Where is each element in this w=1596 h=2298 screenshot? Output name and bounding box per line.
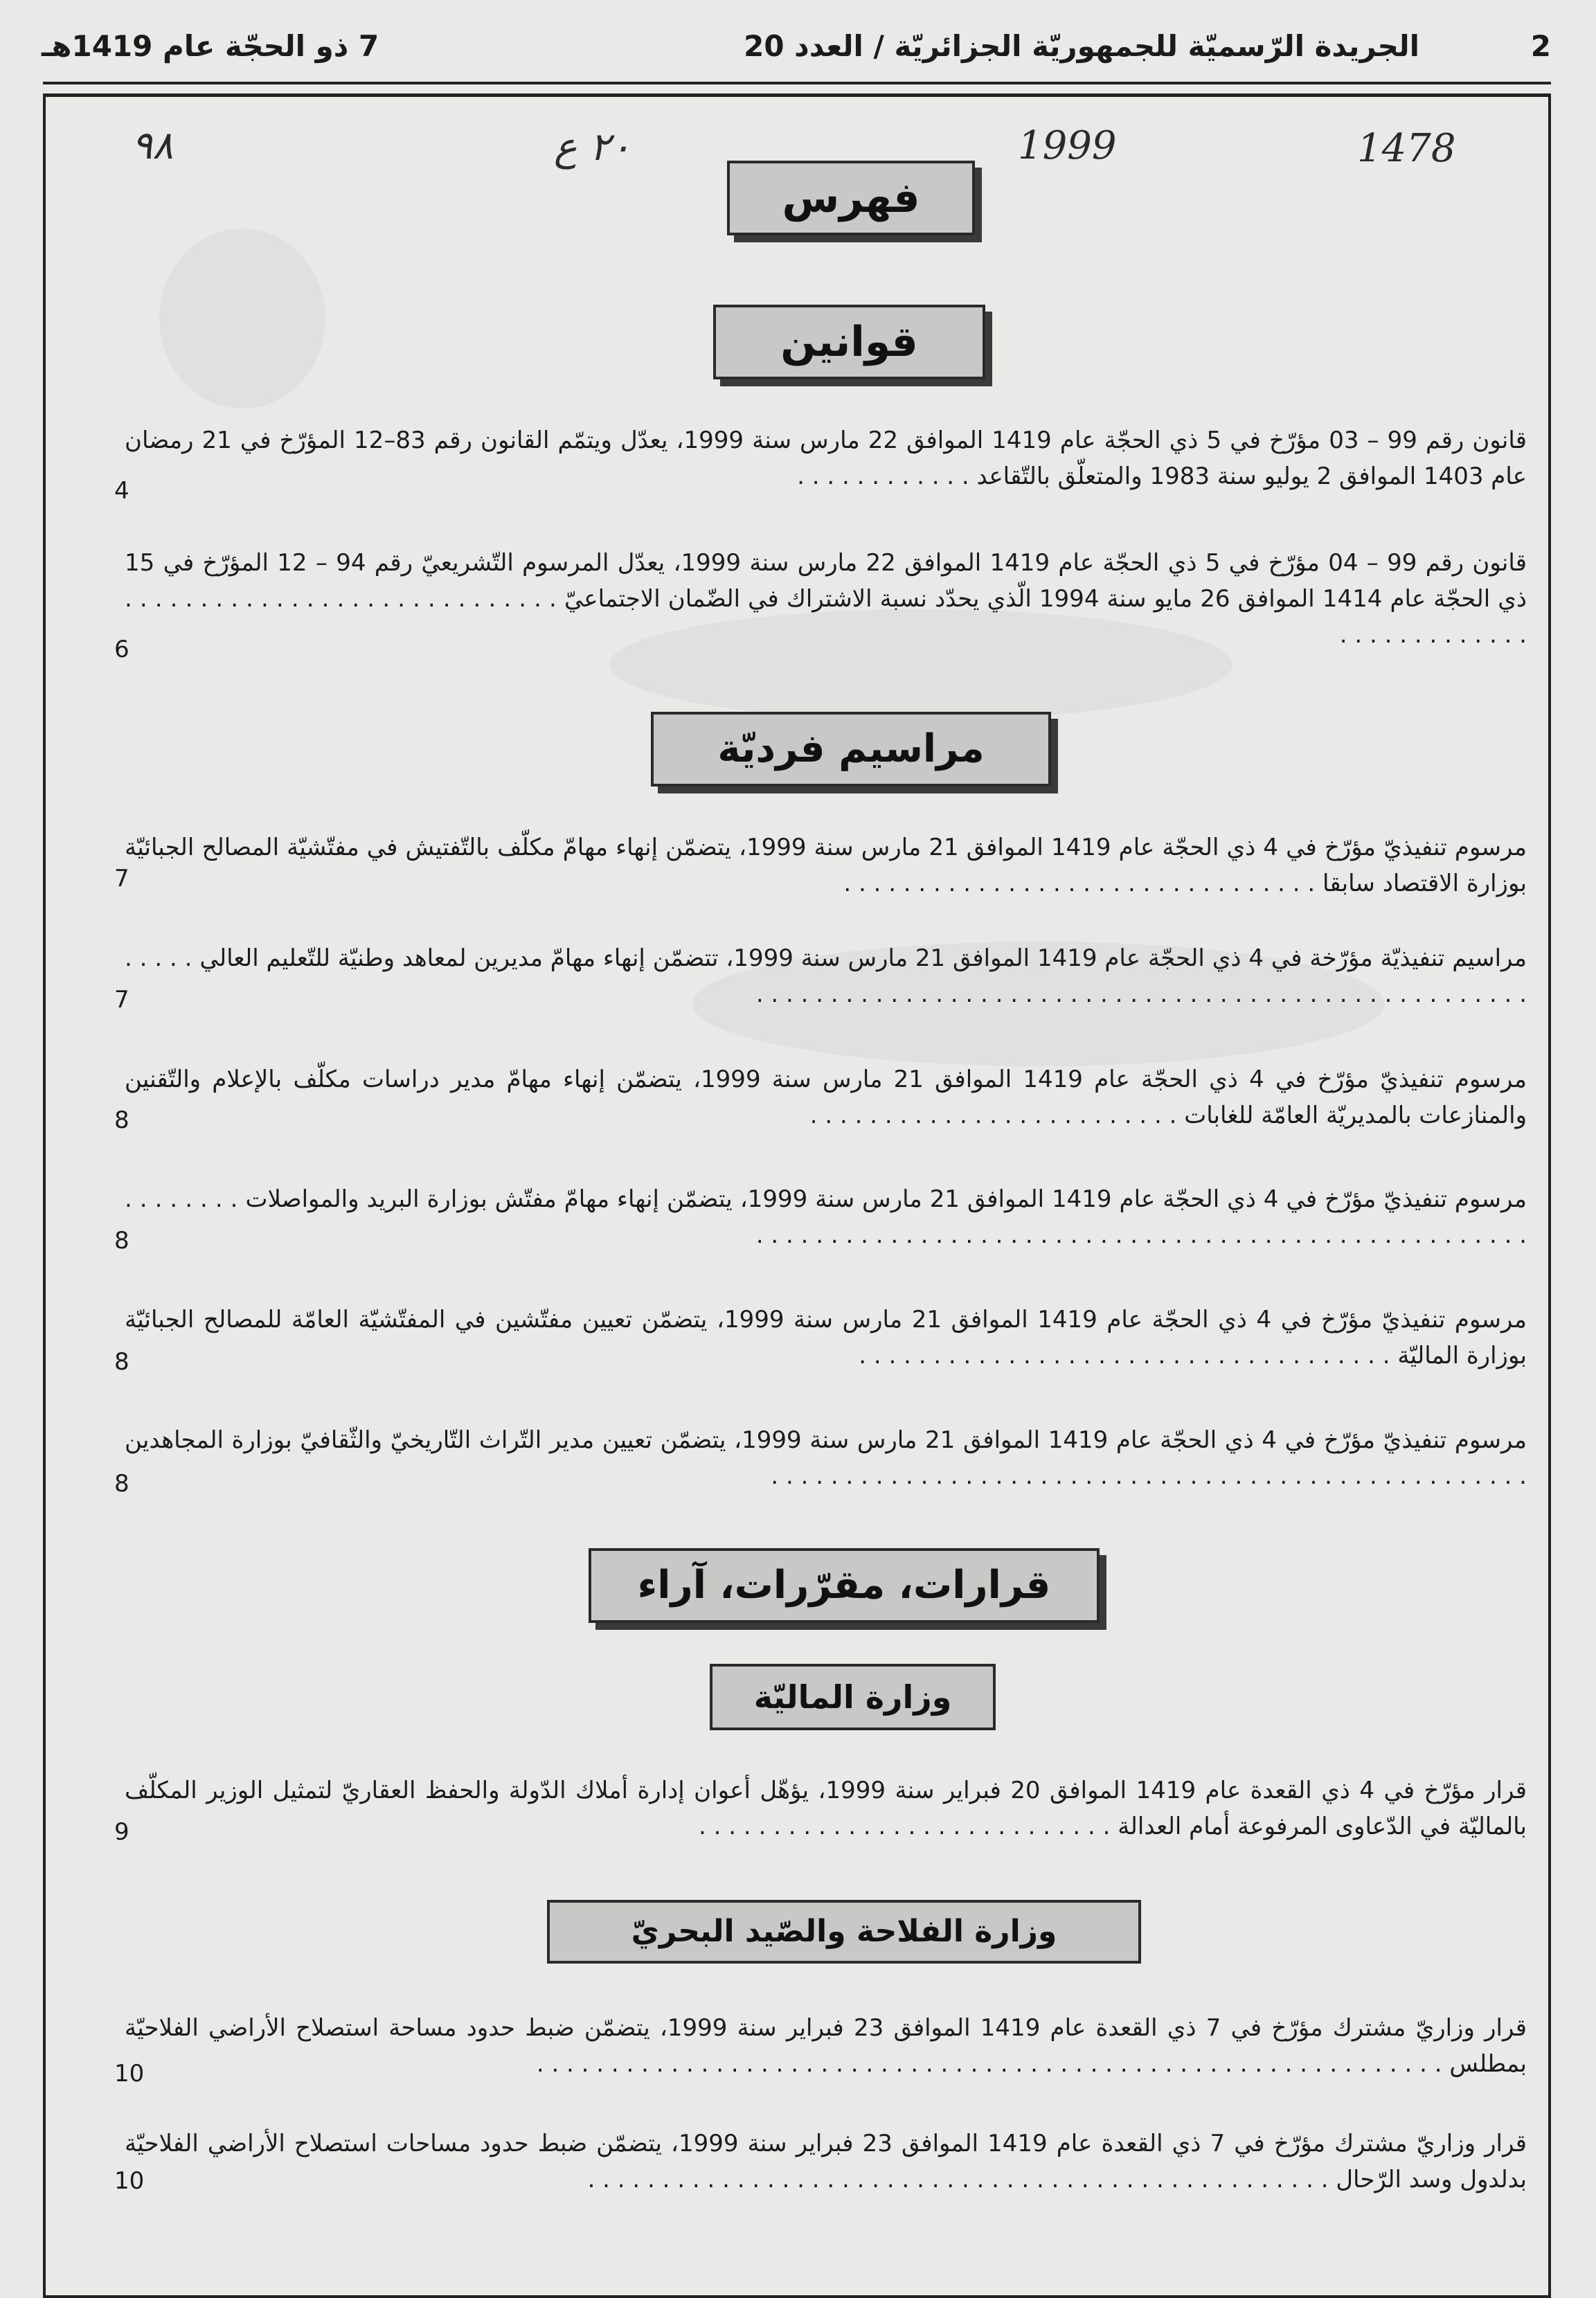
entry-page-number: 4 xyxy=(114,477,129,505)
entry-text: مرسوم تنفيذيّ مؤرّخ في 4 ذي الحجّة عام 1419 الموافق 21 مارس سنة 1999، يتضمّن إنهاء مهامّ مفتّش بوزارة البريد والمواصلات xyxy=(245,1185,1527,1213)
list-item xyxy=(125,1302,1527,1374)
entry-page-number: 8 xyxy=(114,1227,129,1255)
list-item xyxy=(125,1422,1527,1494)
list-item xyxy=(125,422,1527,494)
entry-page-number: 10 xyxy=(114,2167,145,2195)
entry-page-number: 10 xyxy=(114,2060,145,2088)
list-item xyxy=(125,2010,1527,2082)
list-item xyxy=(125,1772,1527,1844)
entry-text: قرار مؤرّخ في 4 ذي القعدة عام 1419 الموافق 20 فبراير سنة 1999، يؤهّل أعوان إدارة أملاك الدّولة والحفظ العقاريّ لتمثيل الوزير المكلّف بالماليّة في الدّعاوى المرفوعة أمام العدالة xyxy=(125,1777,1527,1840)
header-date: 7 ذو الحجّة عام 1419هـ xyxy=(42,29,379,63)
section-title-finance: وزارة الماليّة xyxy=(710,1664,996,1730)
page-header xyxy=(42,29,1551,64)
leader-dots: . . . . . . . . . . . . . . . . . . . . . . . . . . . . xyxy=(699,1813,1111,1840)
leader-dots: . . . . . . . . . . . . . . . . . . . . . . . . . . . . . . . . . . . . . . . . . . . . . . . . . . . . . . . . . xyxy=(125,944,1527,1008)
list-item xyxy=(125,2126,1527,2198)
leader-dots: . . . . . . . . . . . . . . . . . . . . . . . . . . . . . . . . . . . . . . . . . . . . . . . . . . . xyxy=(771,1462,1527,1490)
list-item xyxy=(125,829,1527,901)
leader-dots: . . . . . . . . . . . . . . . . . . . . . . . . . . . . . . . . . . . . xyxy=(859,1342,1390,1370)
entry-text: قرار وزاريّ مشترك مؤرّخ في 7 ذي القعدة عام 1419 الموافق 23 فبراير سنة 1999، يتضمّن ضبط حدود مساحات استصلاح الأراضي الفلاحيّة بدلدول وسد الرّحال xyxy=(125,2130,1527,2193)
section-title-laws: قوانين xyxy=(713,305,985,379)
handwritten-note-left: ٩٨ xyxy=(132,123,174,168)
entry-page-number: 6 xyxy=(114,636,129,663)
leader-dots: . . . . . . . . . . . . xyxy=(797,463,969,490)
leader-dots: . . . . . . . . . . . . . . . . . . . . . . . . . . . . . . . . . . . . . . . . . . . . . . . . . . xyxy=(587,2166,1329,2193)
entry-text: قانون رقم 99 – 03 مؤرّخ في 5 ذي الحجّة عام 1419 الموافق 22 مارس سنة 1999، يعدّل ويتمّم القانون رقم 83–12 المؤرّخ في 21 رمضان عام 1403 الموافق 2 يوليو سنة 1983 والمتعلّق بالتّقاعد xyxy=(125,427,1527,490)
leader-dots: . . . . . . . . . . . . . . . . . . . . . . . . . . . . . . . . xyxy=(843,870,1316,897)
section-title-decrees: مراسيم فرديّة xyxy=(651,712,1051,787)
list-item xyxy=(125,940,1527,1012)
section-title-decisions: قرارات، مقرّرات، آراء xyxy=(589,1548,1100,1623)
leader-dots: . . . . . . . . . . . . . . . . . . . . . . . . . xyxy=(809,1102,1177,1129)
section-title-agriculture: وزارة الفلاحة والصّيد البحريّ xyxy=(547,1900,1141,1964)
header-rule xyxy=(43,82,1551,84)
leader-dots: . . . . . . . . . . . . . . . . . . . . . . . . . . . . . . . . . . . . . . . . . . . . . . . . . . . . . . . . . . . . . xyxy=(536,2050,1442,2078)
handwritten-note-mid-left: ٢٠ ع xyxy=(554,125,631,170)
list-item xyxy=(125,1181,1527,1253)
gazette-title: الجريدة الرّسميّة للجمهوريّة الجزائريّة / العدد 20 xyxy=(744,29,1419,63)
entry-page-number: 9 xyxy=(114,1818,129,1846)
handwritten-note-right: 1478 xyxy=(1357,126,1456,171)
leader-dots: . . . . . . . . . . . . . . . . . . . . . . . . . . . . . . . . . . . . . . . . . . xyxy=(125,585,1527,649)
entry-page-number: 8 xyxy=(114,1470,129,1498)
page-number: 2 xyxy=(1530,29,1551,63)
entry-text: قرار وزاريّ مشترك مؤرّخ في 7 ذي القعدة عام 1419 الموافق 23 فبراير سنة 1999، يتضمّن ضبط حدود مساحة استصلاح الأراضي الفلاحيّة بمطلس xyxy=(125,2014,1527,2078)
entry-text: مرسوم تنفيذيّ مؤرّخ في 4 ذي الحجّة عام 1419 الموافق 21 مارس سنة 1999، يتضمّن إنهاء مهامّ مدير دراسات مكلّف بالإعلام والتّقنين والمنازعات بالمديريّة العامّة للغابات xyxy=(125,1066,1527,1129)
entry-text: قانون رقم 99 – 04 مؤرّخ في 5 ذي الحجّة عام 1419 الموافق 22 مارس سنة 1999، يعدّل المرسوم التّشريعيّ رقم 94 – 12 المؤرّخ في 15 ذي الحجّة عام 1414 الموافق 26 مايو سنة 1994 الّذي يحدّد نسبة الاشتراك في الضّمان الاجتماعيّ xyxy=(125,549,1527,613)
entry-page-number: 8 xyxy=(114,1106,129,1134)
entry-text: مرسوم تنفيذيّ مؤرّخ في 4 ذي الحجّة عام 1419 الموافق 21 مارس سنة 1999، يتضمّن تعيين مدير التّراث التّاريخيّ والثّقافيّ بوزارة المجاهدين xyxy=(125,1426,1527,1454)
entry-text: مرسوم تنفيذيّ مؤرّخ في 4 ذي الحجّة عام 1419 الموافق 21 مارس سنة 1999، يتضمّن إنهاء مهامّ مكلّف بالتّفتيش في مفتّشيّة المصالح الجبائيّة بوزارة الاقتصاد سابقا xyxy=(125,834,1527,897)
entry-page-number: 7 xyxy=(114,986,129,1014)
entry-page-number: 8 xyxy=(114,1348,129,1376)
index-title: فهرس xyxy=(727,161,975,235)
entry-page-number: 7 xyxy=(114,865,129,892)
list-item xyxy=(125,1061,1527,1133)
leader-dots: . . . . . . . . . . . . . . . . . . . . . . . . . . . . . . . . . . . . . . . . . . . . . . . . . . . . . . . . . . . . xyxy=(125,1185,1527,1249)
handwritten-note-mid-right: 1999 xyxy=(1018,123,1117,168)
entry-text: مراسيم تنفيذيّة مؤرّخة في 4 ذي الحجّة عام 1419 الموافق 21 مارس سنة 1999، تتضمّن إنهاء مهامّ مديرين لمعاهد وطنيّة للتّعليم العالي xyxy=(199,944,1527,972)
entry-text: مرسوم تنفيذيّ مؤرّخ في 4 ذي الحجّة عام 1419 الموافق 21 مارس سنة 1999، يتضمّن تعيين مفتّشين في المفتّشيّة العامّة للمصالح الجبائيّة بوزارة الماليّة xyxy=(125,1306,1527,1370)
list-item xyxy=(125,545,1527,653)
